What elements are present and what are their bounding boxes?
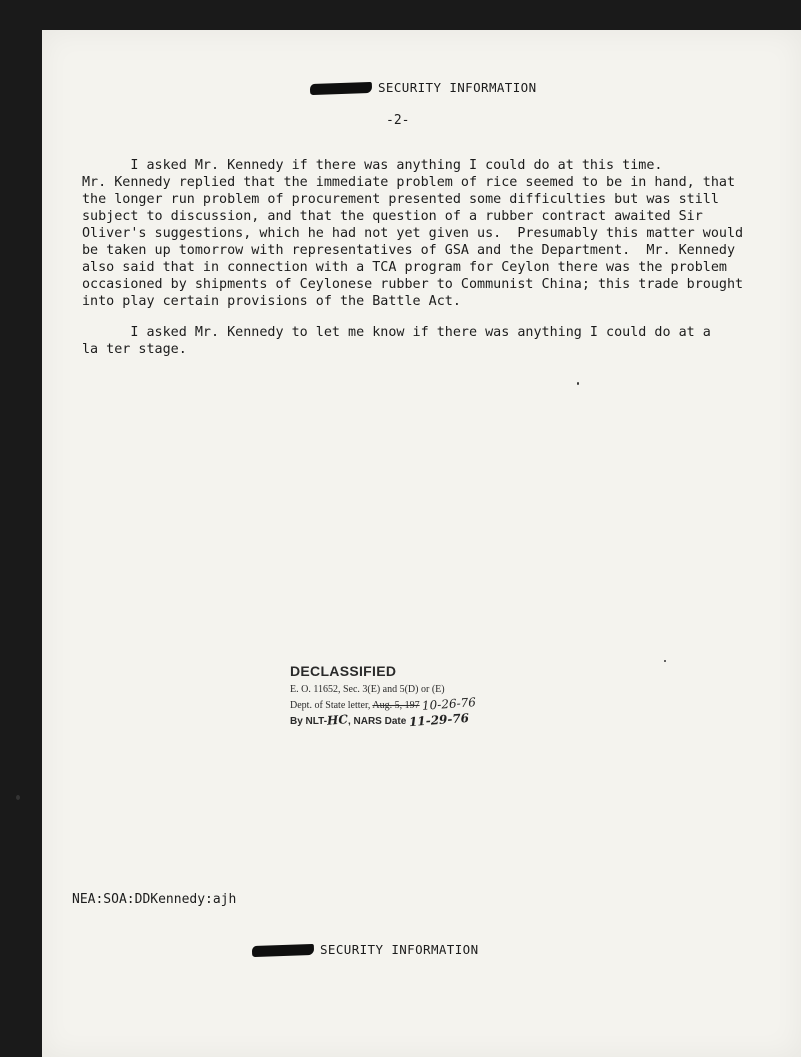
stamp-letter-handwritten: 10-26-76 [421,695,477,713]
footer-classification-text: SECURITY INFORMATION [320,942,479,957]
stamp-letter-prefix: Dept. of State letter, [290,700,371,711]
page-number: -2- [386,113,410,128]
text-line: Mr. Kennedy replied that the immediate problem of rice seemed to be in hand, that [82,175,736,190]
redaction-mark [310,82,372,95]
redaction-mark [252,944,314,957]
text-line: la ter stage. [82,342,187,357]
stamp-letter [290,697,520,713]
body-paragraph-2 [82,324,782,358]
text-line: I asked Mr. Kennedy if there was anything I could do at this time. [82,158,663,173]
declassified-stamp [290,663,520,729]
stamp-nars-prefix: , NARS Date [347,716,407,727]
drafter-initials: NEA:SOA:DDKennedy:ajh [72,892,237,907]
stamp-by-initials: HC [326,712,349,728]
document-page [42,30,801,1057]
text-line: into play certain provisions of the Battle Act. [82,294,461,309]
stamp-authority: E. O. 11652, Sec. 3(E) and 5(D) or (E) [290,684,445,695]
text-line: be taken up tomorrow with representatives of GSA and the Department. Mr. Kennedy [82,243,736,258]
stamp-nars-date: 11-29-76 [408,710,470,730]
paper-speck [16,795,20,800]
body-paragraph-1 [82,157,782,310]
stamp-by-prefix: By NLT- [290,716,328,727]
footer-classification [252,942,479,957]
text-line: the longer run problem of procurement presented some difficulties but was still [82,192,719,207]
stamp-by-line [290,710,520,730]
header-classification-text: SECURITY INFORMATION [378,80,537,95]
paper-speck [664,660,666,662]
text-line: Oliver's suggestions, which he had not yet given us. Presumably this matter would [82,226,744,241]
text-line: also said that in connection with a TCA program for Ceylon there was the problem [82,260,727,275]
text-line: subject to discussion, and that the question of a rubber contract awaited Sir [82,209,703,224]
text-line: occasioned by shipments of Ceylonese rubber to Communist China; this trade brought [82,277,744,292]
stamp-title: DECLASSIFIED [290,663,397,679]
header-classification [310,80,537,95]
paper-speck [577,382,579,385]
stamp-letter-struck: Aug. 5, 197 [372,700,420,711]
text-line: I asked Mr. Kennedy to let me know if there was anything I could do at a [82,325,711,340]
